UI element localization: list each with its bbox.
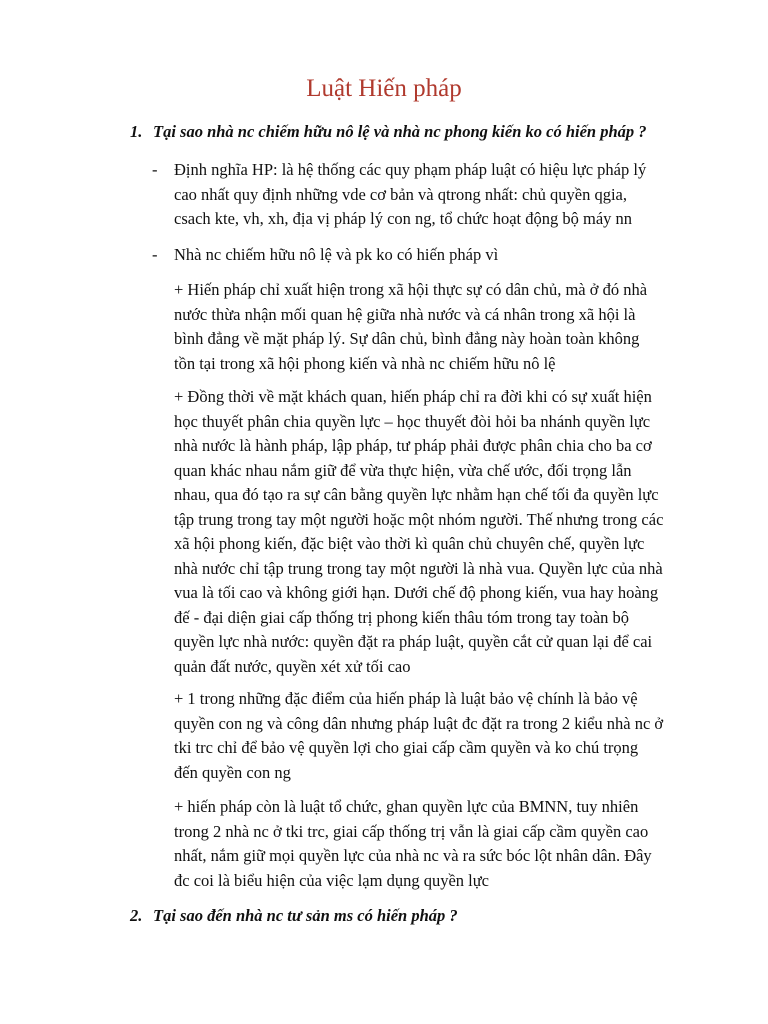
question-1-number: 1.: [130, 122, 143, 141]
question-2-text: Tại sao đến nhà nc tư sản ms có hiến pháp ?: [153, 906, 458, 925]
page-title: Luật Hiến pháp: [306, 75, 462, 102]
text-line: nhau, qua đó tạo ra sự cân bằng quyền lực nhằm hạn chế tối đa quyền lực: [174, 485, 659, 504]
text-line: xã hội phong kiến, đặc biệt vào thời kì quân chủ chuyên chế, quyền lực: [174, 534, 645, 553]
text-line: vua là tối cao và không giới hạn. Dưới chế độ phong kiến, vua hay hoàng: [174, 583, 659, 602]
text-line: đế - đại diện giai cấp thống trị phong kiến thâu tóm trong tay toàn bộ: [174, 607, 630, 627]
text-line: + Hiến pháp chỉ xuất hiện trong xã hội thực sự có dân chủ, mà ở đó nhà: [174, 280, 648, 299]
text-line: tồn tại trong xã hội phong kiến và nhà nc chiếm hữu nô lệ: [174, 353, 556, 373]
text-line: tki trc chỉ để bảo vệ quyền lợi cho giai cấp cầm quyền và ko chú trọng: [174, 738, 639, 757]
bullet-reason-intro-text: [174, 243, 704, 268]
text-line: csach kte, vh, xh, địa vị pháp lý con ng, tổ chức hoạt động bộ máy nn: [174, 209, 633, 228]
bullet-dash: -: [152, 160, 158, 179]
text-line: + hiến pháp còn là luật tổ chức, ghan quyền lực của BMNN, tuy nhiên: [174, 797, 639, 816]
paragraph-organization-law: [174, 795, 702, 893]
text-line: quyền lực nhà nước: quyền đặt ra pháp luật, quyền cắt cử quan lại để cai: [174, 632, 653, 651]
paragraph-human-rights: [174, 687, 702, 785]
paragraph-separation-of-powers: [174, 385, 702, 679]
text-line: quyền con ng và công dân nhưng pháp luật đc đặt ra trong 2 kiểu nhà nc ở: [174, 713, 664, 733]
text-line: đc coi là biểu hiện của việc lạm dụng quyền lực: [174, 870, 489, 890]
text-line: đến quyền con ng: [174, 762, 291, 782]
text-line: học thuyết phân chia quyền lực – học thuyết đòi hỏi ba nhánh quyền lực: [174, 411, 651, 431]
question-1-text: Tại sao nhà nc chiếm hữu nô lệ và nhà nc phong kiến ko có hiến pháp ?: [153, 122, 647, 141]
text-line: nước thừa nhận mối quan hệ giữa nhà nước và cá nhân trong xã hội là: [174, 304, 636, 324]
question-2-number: 2.: [130, 906, 143, 925]
text-line: cao nhất quy định những vde cơ bản và qtrong nhất: chủ quyền qgia,: [174, 184, 627, 204]
text-line: quan khác nhau nắm giữ để vừa thực hiện, vừa chế ước, đối trọng lẫn: [174, 460, 632, 480]
paragraph-democracy: [174, 278, 702, 376]
text-line: bình đẳng về mặt pháp lý. Sự dân chủ, bình đẳng này hoàn toàn không: [174, 329, 640, 348]
text-line: trong 2 nhà nc ở tki trc, giai cấp thống trị vẫn là giai cấp cầm quyền cao: [174, 821, 649, 841]
text-line: nhất, nắm giữ mọi quyền lực của nhà nc và ra sức bóc lột nhân dân. Đây: [174, 846, 652, 865]
text-line: tập trung trong tay một người hoặc một nhóm người. Thế nhưng trong các: [174, 509, 664, 529]
text-line: Định nghĩa HP: là hệ thống các quy phạm pháp luật có hiệu lực pháp lý: [174, 160, 647, 179]
bullet-dash: -: [152, 245, 158, 264]
text-line: nhà nước là hành pháp, lập pháp, tư pháp phải được phân chia cho ba cơ: [174, 436, 652, 455]
text-line: Nhà nc chiếm hữu nô lệ và pk ko có hiến pháp vì: [174, 245, 499, 264]
text-line: + Đồng thời về mặt khách quan, hiến pháp chỉ ra đời khi có sự xuất hiện: [174, 387, 652, 406]
text-line: quản đất nước, quyền xét xử tối cao: [174, 656, 411, 676]
bullet-definition-text: [174, 158, 704, 232]
text-line: nhà nước chỉ tập trung trong tay một người là nhà vua. Quyền lực của nhà: [174, 558, 663, 578]
text-line: + 1 trong những đặc điểm của hiến pháp là luật bảo vệ chính là bảo vệ: [174, 689, 638, 708]
